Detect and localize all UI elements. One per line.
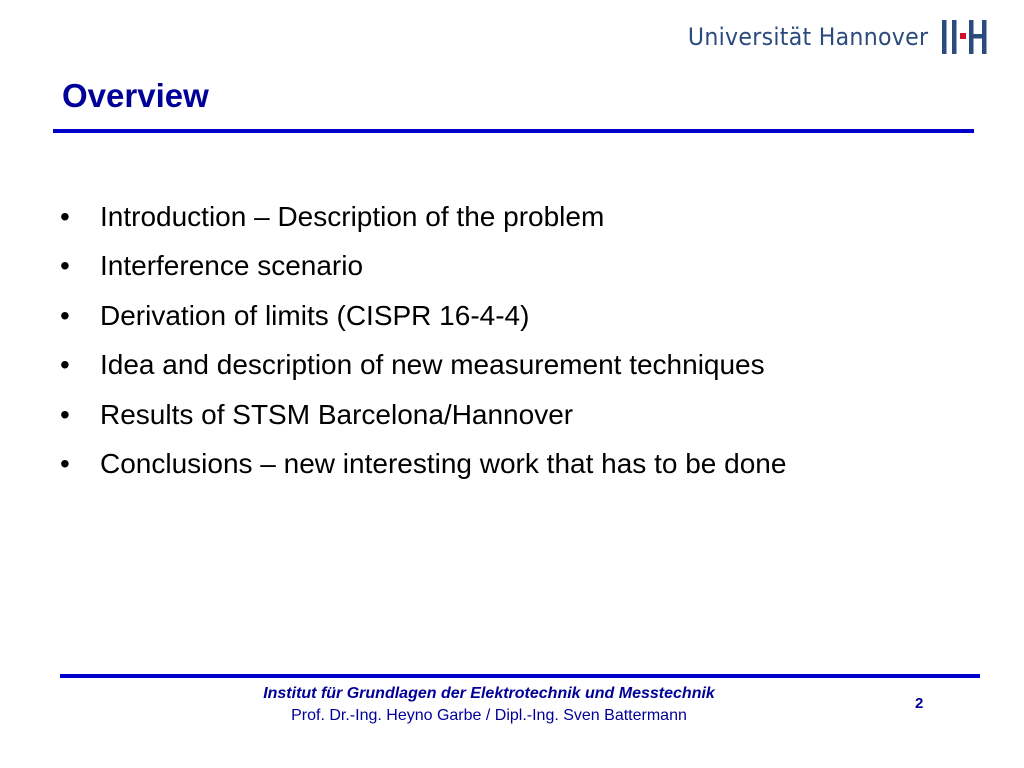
university-name: Universität Hannover [687,23,928,51]
bullet-text: Derivation of limits (CISPR 16-4-4) [100,299,530,331]
bullet-icon: • [60,299,70,331]
bullet-icon: • [60,250,70,282]
page-number: 2 [915,695,924,712]
bullet-icon: • [60,201,70,232]
footer-divider [60,674,980,678]
bullet-text: Introduction – Description of the problem [100,201,605,232]
bullet-text: Results of STSM Barcelona/Hannover [100,398,574,430]
bullet-text: Interference scenario [100,250,364,282]
list-item [60,340,786,389]
footer-authors: Prof. Dr.-Ing. Heyno Garbe / Dipl.-Ing. Sven Battermann [291,707,687,724]
title-divider [53,129,974,133]
list-item [60,291,786,340]
bullet-icon: • [60,448,70,480]
bullet-text: Idea and description of new measurement techniques [100,349,765,381]
footer [189,683,789,727]
university-logo [667,14,990,60]
bullet-icon: • [60,398,70,430]
footer-institute: Institut für Grundlagen der Elektrotechnik und Messtechnik [263,685,715,702]
list-item [60,241,786,290]
slide-title: Overview [62,77,209,114]
luh-logo-icon [942,20,990,54]
list-item [60,390,786,439]
list-item [60,192,786,241]
bullet-icon: • [60,349,70,381]
bullet-text: Conclusions – new interesting work that has to be done [100,448,787,480]
list-item [60,439,786,488]
bullet-list [60,192,786,488]
